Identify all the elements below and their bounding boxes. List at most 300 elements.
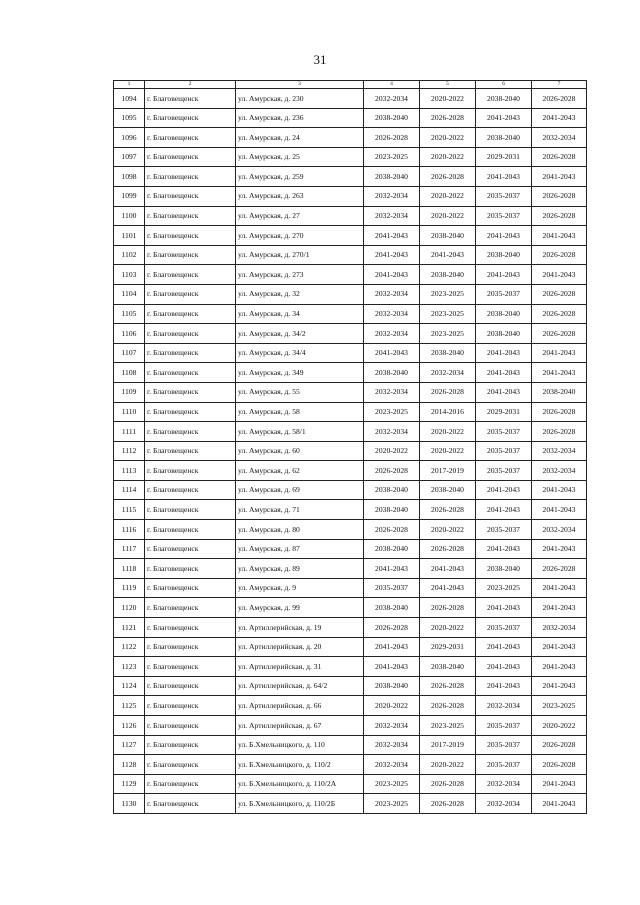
period-col4-cell: 2032-2034 (364, 324, 420, 344)
period-col4-cell: 2032-2034 (364, 89, 420, 109)
period-col7-cell: 2032-2034 (532, 441, 587, 461)
city-cell: г. Благовещенск (145, 284, 236, 304)
row-number: 1128 (114, 755, 145, 775)
city-cell: г. Благовещенск (145, 147, 236, 167)
city-cell: г. Благовещенск (145, 343, 236, 363)
period-col6-cell: 2038-2040 (476, 559, 532, 579)
row-number: 1102 (114, 245, 145, 265)
period-col6-cell: 2029-2031 (476, 147, 532, 167)
period-col4-cell: 2032-2034 (364, 284, 420, 304)
period-col4-cell: 2032-2034 (364, 735, 420, 755)
period-col7-cell: 2023-2025 (532, 696, 587, 716)
period-col6-cell: 2029-2031 (476, 402, 532, 422)
table-row (114, 520, 587, 540)
period-col7-cell: 2041-2043 (532, 480, 587, 500)
period-col4-cell: 2038-2040 (364, 676, 420, 696)
row-number: 1111 (114, 422, 145, 442)
period-col7-cell: 2041-2043 (532, 226, 587, 246)
period-col7-cell: 2026-2028 (532, 186, 587, 206)
period-col6-cell: 2035-2037 (476, 422, 532, 442)
address-cell: ул. Амурская, д. 87 (236, 539, 364, 559)
address-cell: ул. Амурская, д. 9 (236, 578, 364, 598)
address-cell: ул. Артиллерийская, д. 67 (236, 716, 364, 736)
period-col5-cell: 2026-2028 (420, 382, 476, 402)
table-row (114, 265, 587, 285)
period-col7-cell: 2041-2043 (532, 598, 587, 618)
period-col5-cell: 2023-2025 (420, 324, 476, 344)
city-cell: г. Благовещенск (145, 422, 236, 442)
row-number: 1113 (114, 461, 145, 481)
period-col7-cell: 2041-2043 (532, 657, 587, 677)
period-col5-cell: 2017-2019 (420, 461, 476, 481)
period-col5-cell: 2020-2022 (420, 89, 476, 109)
row-number: 1108 (114, 363, 145, 383)
row-number: 1114 (114, 480, 145, 500)
period-col5-cell: 2020-2022 (420, 618, 476, 638)
table-row (114, 618, 587, 638)
address-cell: ул. Амурская, д. 236 (236, 108, 364, 128)
period-col4-cell: 2032-2034 (364, 755, 420, 775)
period-col4-cell: 2038-2040 (364, 480, 420, 500)
period-col7-cell: 2026-2028 (532, 324, 587, 344)
address-cell: ул. Б.Хмельницкого, д. 110/2Б (236, 794, 364, 814)
period-col6-cell: 2041-2043 (476, 637, 532, 657)
row-number: 1124 (114, 676, 145, 696)
address-cell: ул. Амурская, д. 71 (236, 500, 364, 520)
table-row (114, 598, 587, 618)
table-row (114, 461, 587, 481)
period-col7-cell: 2026-2028 (532, 422, 587, 442)
period-col7-cell: 2038-2040 (532, 382, 587, 402)
table-row (114, 147, 587, 167)
address-cell: ул. Амурская, д. 270 (236, 226, 364, 246)
row-number: 1106 (114, 324, 145, 344)
city-cell: г. Благовещенск (145, 480, 236, 500)
period-col4-cell: 2038-2040 (364, 539, 420, 559)
period-col4-cell: 2032-2034 (364, 716, 420, 736)
period-col4-cell: 2041-2043 (364, 343, 420, 363)
period-col6-cell: 2032-2034 (476, 794, 532, 814)
table-row (114, 480, 587, 500)
period-col4-cell: 2038-2040 (364, 500, 420, 520)
address-cell: ул. Амурская, д. 62 (236, 461, 364, 481)
period-col7-cell: 2026-2028 (532, 89, 587, 109)
period-col7-cell: 2041-2043 (532, 637, 587, 657)
period-col4-cell: 2020-2022 (364, 696, 420, 716)
address-cell: ул. Б.Хмельницкого, д. 110/2А (236, 774, 364, 794)
table-row (114, 245, 587, 265)
address-cell: ул. Артиллерийская, д. 66 (236, 696, 364, 716)
address-cell: ул. Амурская, д. 34/2 (236, 324, 364, 344)
period-col6-cell: 2038-2040 (476, 89, 532, 109)
period-col5-cell: 2038-2040 (420, 265, 476, 285)
table-row (114, 657, 587, 677)
column-header: 7 (532, 81, 587, 89)
period-col7-cell: 2041-2043 (532, 363, 587, 383)
period-col7-cell: 2032-2034 (532, 128, 587, 148)
city-cell: г. Благовещенск (145, 539, 236, 559)
period-col7-cell: 2020-2022 (532, 716, 587, 736)
city-cell: г. Благовещенск (145, 618, 236, 638)
period-col4-cell: 2032-2034 (364, 304, 420, 324)
address-cell: ул. Амурская, д. 270/1 (236, 245, 364, 265)
period-col4-cell: 2023-2025 (364, 147, 420, 167)
period-col6-cell: 2041-2043 (476, 226, 532, 246)
period-col5-cell: 2026-2028 (420, 696, 476, 716)
period-col6-cell: 2041-2043 (476, 343, 532, 363)
row-number: 1126 (114, 716, 145, 736)
row-number: 1097 (114, 147, 145, 167)
period-col4-cell: 2038-2040 (364, 363, 420, 383)
period-col6-cell: 2041-2043 (476, 382, 532, 402)
address-cell: ул. Артиллерийская, д. 31 (236, 657, 364, 677)
period-col4-cell: 2041-2043 (364, 226, 420, 246)
period-col4-cell: 2032-2034 (364, 382, 420, 402)
housing-schedule-table (113, 80, 587, 814)
period-col4-cell: 2023-2025 (364, 402, 420, 422)
row-number: 1130 (114, 794, 145, 814)
row-number: 1116 (114, 520, 145, 540)
city-cell: г. Благовещенск (145, 304, 236, 324)
row-number: 1103 (114, 265, 145, 285)
period-col6-cell: 2041-2043 (476, 167, 532, 187)
city-cell: г. Благовещенск (145, 382, 236, 402)
period-col7-cell: 2026-2028 (532, 304, 587, 324)
address-cell: ул. Амурская, д. 349 (236, 363, 364, 383)
row-number: 1119 (114, 578, 145, 598)
period-col6-cell: 2035-2037 (476, 186, 532, 206)
period-col5-cell: 2026-2028 (420, 500, 476, 520)
city-cell: г. Благовещенск (145, 363, 236, 383)
table-row (114, 676, 587, 696)
city-cell: г. Благовещенск (145, 324, 236, 344)
period-col5-cell: 2023-2025 (420, 716, 476, 736)
column-number-row (114, 81, 587, 89)
period-col5-cell: 2020-2022 (420, 441, 476, 461)
row-number: 1120 (114, 598, 145, 618)
period-col5-cell: 2017-2019 (420, 735, 476, 755)
period-col4-cell: 2041-2043 (364, 637, 420, 657)
table-row (114, 578, 587, 598)
period-col5-cell: 2020-2022 (420, 755, 476, 775)
table-row (114, 108, 587, 128)
row-number: 1123 (114, 657, 145, 677)
period-col5-cell: 2041-2043 (420, 559, 476, 579)
row-number: 1117 (114, 539, 145, 559)
city-cell: г. Благовещенск (145, 794, 236, 814)
period-col6-cell: 2035-2037 (476, 441, 532, 461)
period-col5-cell: 2038-2040 (420, 226, 476, 246)
period-col6-cell: 2035-2037 (476, 284, 532, 304)
address-cell: ул. Амурская, д. 25 (236, 147, 364, 167)
period-col6-cell: 2041-2043 (476, 676, 532, 696)
period-col6-cell: 2035-2037 (476, 755, 532, 775)
period-col5-cell: 2038-2040 (420, 480, 476, 500)
table-row (114, 735, 587, 755)
table-row (114, 637, 587, 657)
address-cell: ул. Артиллерийская, д. 19 (236, 618, 364, 638)
address-cell: ул. Амурская, д. 60 (236, 441, 364, 461)
address-cell: ул. Амурская, д. 34/4 (236, 343, 364, 363)
period-col4-cell: 2041-2043 (364, 265, 420, 285)
period-col6-cell: 2035-2037 (476, 735, 532, 755)
period-col5-cell: 2029-2031 (420, 637, 476, 657)
period-col5-cell: 2032-2034 (420, 363, 476, 383)
table-row (114, 696, 587, 716)
period-col5-cell: 2020-2022 (420, 128, 476, 148)
period-col6-cell: 2041-2043 (476, 598, 532, 618)
city-cell: г. Благовещенск (145, 245, 236, 265)
row-number: 1098 (114, 167, 145, 187)
period-col4-cell: 2032-2034 (364, 206, 420, 226)
table-row (114, 755, 587, 775)
period-col6-cell: 2041-2043 (476, 480, 532, 500)
row-number: 1107 (114, 343, 145, 363)
period-col5-cell: 2026-2028 (420, 676, 476, 696)
period-col5-cell: 2026-2028 (420, 794, 476, 814)
city-cell: г. Благовещенск (145, 637, 236, 657)
period-col5-cell: 2020-2022 (420, 147, 476, 167)
period-col4-cell: 2023-2025 (364, 774, 420, 794)
address-cell: ул. Амурская, д. 69 (236, 480, 364, 500)
period-col6-cell: 2041-2043 (476, 363, 532, 383)
address-cell: ул. Амурская, д. 27 (236, 206, 364, 226)
period-col7-cell: 2041-2043 (532, 167, 587, 187)
period-col6-cell: 2041-2043 (476, 657, 532, 677)
table-row (114, 89, 587, 109)
city-cell: г. Благовещенск (145, 500, 236, 520)
row-number: 1125 (114, 696, 145, 716)
period-col5-cell: 2020-2022 (420, 422, 476, 442)
city-cell: г. Благовещенск (145, 559, 236, 579)
period-col5-cell: 2041-2043 (420, 578, 476, 598)
address-cell: ул. Амурская, д. 259 (236, 167, 364, 187)
table-row (114, 186, 587, 206)
row-number: 1101 (114, 226, 145, 246)
table-row (114, 167, 587, 187)
column-header: 2 (145, 81, 236, 89)
row-number: 1122 (114, 637, 145, 657)
table-row (114, 284, 587, 304)
period-col5-cell: 2038-2040 (420, 657, 476, 677)
city-cell: г. Благовещенск (145, 226, 236, 246)
period-col6-cell: 2035-2037 (476, 618, 532, 638)
period-col5-cell: 2020-2022 (420, 520, 476, 540)
period-col6-cell: 2038-2040 (476, 245, 532, 265)
period-col5-cell: 2023-2025 (420, 284, 476, 304)
period-col4-cell: 2038-2040 (364, 108, 420, 128)
table-row (114, 559, 587, 579)
table-row (114, 304, 587, 324)
period-col7-cell: 2041-2043 (532, 108, 587, 128)
table-row (114, 343, 587, 363)
period-col7-cell: 2026-2028 (532, 147, 587, 167)
city-cell: г. Благовещенск (145, 167, 236, 187)
address-cell: ул. Амурская, д. 24 (236, 128, 364, 148)
period-col4-cell: 2035-2037 (364, 578, 420, 598)
period-col7-cell: 2026-2028 (532, 284, 587, 304)
table-row (114, 128, 587, 148)
period-col7-cell: 2026-2028 (532, 245, 587, 265)
city-cell: г. Благовещенск (145, 206, 236, 226)
table-row (114, 441, 587, 461)
period-col7-cell: 2032-2034 (532, 520, 587, 540)
row-number: 1104 (114, 284, 145, 304)
period-col4-cell: 2038-2040 (364, 598, 420, 618)
period-col6-cell: 2041-2043 (476, 500, 532, 520)
city-cell: г. Благовещенск (145, 716, 236, 736)
period-col5-cell: 2026-2028 (420, 167, 476, 187)
address-cell: ул. Б.Хмельницкого, д. 110/2 (236, 755, 364, 775)
row-number: 1109 (114, 382, 145, 402)
address-cell: ул. Б.Хмельницкого, д. 110 (236, 735, 364, 755)
address-cell: ул. Амурская, д. 55 (236, 382, 364, 402)
period-col5-cell: 2026-2028 (420, 108, 476, 128)
period-col7-cell: 2041-2043 (532, 539, 587, 559)
column-header: 6 (476, 81, 532, 89)
period-col4-cell: 2032-2034 (364, 422, 420, 442)
period-col4-cell: 2026-2028 (364, 128, 420, 148)
period-col4-cell: 2041-2043 (364, 657, 420, 677)
row-number: 1110 (114, 402, 145, 422)
address-cell: ул. Амурская, д. 34 (236, 304, 364, 324)
table-row (114, 716, 587, 736)
period-col5-cell: 2023-2025 (420, 304, 476, 324)
table-row (114, 382, 587, 402)
row-number: 1096 (114, 128, 145, 148)
row-number: 1095 (114, 108, 145, 128)
city-cell: г. Благовещенск (145, 128, 236, 148)
table-row (114, 539, 587, 559)
period-col6-cell: 2032-2034 (476, 696, 532, 716)
city-cell: г. Благовещенск (145, 441, 236, 461)
city-cell: г. Благовещенск (145, 265, 236, 285)
period-col7-cell: 2032-2034 (532, 618, 587, 638)
period-col4-cell: 2032-2034 (364, 186, 420, 206)
period-col6-cell: 2038-2040 (476, 128, 532, 148)
row-number: 1118 (114, 559, 145, 579)
city-cell: г. Благовещенск (145, 578, 236, 598)
city-cell: г. Благовещенск (145, 755, 236, 775)
period-col7-cell: 2041-2043 (532, 774, 587, 794)
period-col4-cell: 2023-2025 (364, 794, 420, 814)
period-col7-cell: 2041-2043 (532, 343, 587, 363)
address-cell: ул. Амурская, д. 230 (236, 89, 364, 109)
period-col6-cell: 2035-2037 (476, 716, 532, 736)
row-number: 1121 (114, 618, 145, 638)
period-col5-cell: 2014-2016 (420, 402, 476, 422)
period-col7-cell: 2026-2028 (532, 755, 587, 775)
city-cell: г. Благовещенск (145, 108, 236, 128)
column-header: 5 (420, 81, 476, 89)
period-col6-cell: 2041-2043 (476, 108, 532, 128)
period-col7-cell: 2026-2028 (532, 206, 587, 226)
table-row (114, 206, 587, 226)
address-cell: ул. Артиллерийская, д. 64/2 (236, 676, 364, 696)
period-col4-cell: 2026-2028 (364, 618, 420, 638)
city-cell: г. Благовещенск (145, 657, 236, 677)
period-col7-cell: 2026-2028 (532, 559, 587, 579)
city-cell: г. Благовещенск (145, 520, 236, 540)
row-number: 1112 (114, 441, 145, 461)
period-col6-cell: 2035-2037 (476, 520, 532, 540)
period-col5-cell: 2026-2028 (420, 539, 476, 559)
period-col7-cell: 2041-2043 (532, 500, 587, 520)
period-col7-cell: 2041-2043 (532, 578, 587, 598)
period-col6-cell: 2038-2040 (476, 324, 532, 344)
city-cell: г. Благовещенск (145, 89, 236, 109)
city-cell: г. Благовещенск (145, 676, 236, 696)
table-row (114, 402, 587, 422)
period-col6-cell: 2035-2037 (476, 206, 532, 226)
table-row (114, 324, 587, 344)
city-cell: г. Благовещенск (145, 696, 236, 716)
address-cell: ул. Амурская, д. 263 (236, 186, 364, 206)
period-col6-cell: 2041-2043 (476, 539, 532, 559)
period-col5-cell: 2026-2028 (420, 598, 476, 618)
period-col7-cell: 2041-2043 (532, 265, 587, 285)
period-col6-cell: 2023-2025 (476, 578, 532, 598)
period-col7-cell: 2041-2043 (532, 794, 587, 814)
address-cell: ул. Амурская, д. 99 (236, 598, 364, 618)
period-col7-cell: 2041-2043 (532, 676, 587, 696)
address-cell: ул. Амурская, д. 58 (236, 402, 364, 422)
address-cell: ул. Амурская, д. 89 (236, 559, 364, 579)
address-cell: ул. Артиллерийская, д. 20 (236, 637, 364, 657)
table-row (114, 363, 587, 383)
row-number: 1099 (114, 186, 145, 206)
row-number: 1115 (114, 500, 145, 520)
period-col7-cell: 2032-2034 (532, 461, 587, 481)
address-cell: ул. Амурская, д. 58/1 (236, 422, 364, 442)
page-number: 31 (313, 52, 327, 67)
city-cell: г. Благовещенск (145, 774, 236, 794)
table-row (114, 226, 587, 246)
table-row (114, 500, 587, 520)
row-number: 1129 (114, 774, 145, 794)
address-cell: ул. Амурская, д. 80 (236, 520, 364, 540)
period-col4-cell: 2026-2028 (364, 461, 420, 481)
column-header: 1 (114, 81, 145, 89)
period-col5-cell: 2041-2043 (420, 245, 476, 265)
city-cell: г. Благовещенск (145, 186, 236, 206)
period-col5-cell: 2020-2022 (420, 186, 476, 206)
period-col6-cell: 2032-2034 (476, 774, 532, 794)
period-col5-cell: 2026-2028 (420, 774, 476, 794)
city-cell: г. Благовещенск (145, 735, 236, 755)
period-col7-cell: 2026-2028 (532, 735, 587, 755)
period-col5-cell: 2020-2022 (420, 206, 476, 226)
period-col4-cell: 2038-2040 (364, 167, 420, 187)
period-col6-cell: 2038-2040 (476, 304, 532, 324)
row-number: 1105 (114, 304, 145, 324)
address-cell: ул. Амурская, д. 32 (236, 284, 364, 304)
period-col4-cell: 2041-2043 (364, 559, 420, 579)
column-header: 3 (236, 81, 364, 89)
period-col4-cell: 2041-2043 (364, 245, 420, 265)
column-header: 4 (364, 81, 420, 89)
period-col5-cell: 2038-2040 (420, 343, 476, 363)
city-cell: г. Благовещенск (145, 402, 236, 422)
period-col4-cell: 2020-2022 (364, 441, 420, 461)
table-row (114, 774, 587, 794)
period-col7-cell: 2026-2028 (532, 402, 587, 422)
period-col6-cell: 2035-2037 (476, 461, 532, 481)
row-number: 1100 (114, 206, 145, 226)
table-row (114, 794, 587, 814)
city-cell: г. Благовещенск (145, 598, 236, 618)
row-number: 1127 (114, 735, 145, 755)
